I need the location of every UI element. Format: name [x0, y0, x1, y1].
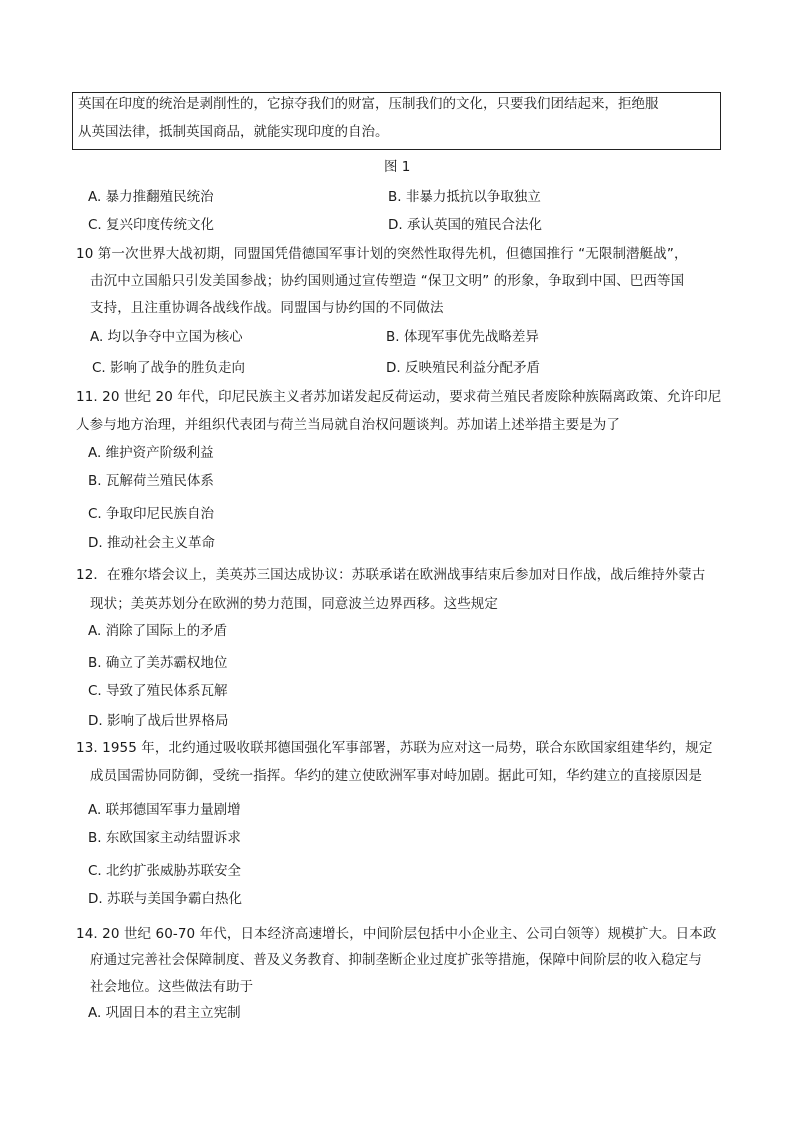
q9-option-b[interactable]: B. 非暴力抵抗以争取独立 [388, 189, 541, 205]
q10-option-a[interactable]: A. 均以争夺中立国为核心 [90, 329, 243, 345]
material-line-2: 从英国法律，抵制英国商品，就能实现印度的自治。 [78, 124, 389, 140]
figure-caption: 图 1 [384, 159, 411, 175]
q11-option-a[interactable]: A. 维护资产阶级利益 [88, 445, 214, 461]
q11-option-b[interactable]: B. 瓦解荷兰殖民体系 [88, 473, 214, 489]
q12-stem-line-1: 12．在雅尔塔会议上，美英苏三国达成协议：苏联承诺在欧洲战事结束后参加对日作战，战后维持外蒙古 [76, 567, 706, 583]
q10-option-d[interactable]: D. 反映殖民利益分配矛盾 [386, 360, 540, 376]
q11-stem-line-1: 11. 20 世纪 20 年代，印尼民族主义者苏加诺发起反荷运动，要求荷兰殖民者废除种族隔离政策、允许印尼 [76, 389, 722, 405]
material-line-1: 英国在印度的统治是剥削性的，它掠夺我们的财富，压制我们的文化，只要我们团结起来，拒绝服 [78, 96, 659, 112]
q14-stem-line-2: 府通过完善社会保障制度、普及义务教育、抑制垄断企业过度扩张等措施，保障中间阶层的收入稳定与 [90, 952, 702, 968]
q10-option-b[interactable]: B. 体现军事优先战略差异 [386, 329, 539, 345]
q9-option-d[interactable]: D. 承认英国的殖民合法化 [388, 217, 542, 233]
q10-option-c[interactable]: C. 影响了战争的胜负走向 [92, 360, 246, 376]
q13-option-b[interactable]: B. 东欧国家主动结盟诉求 [88, 830, 241, 846]
q12-option-c[interactable]: C. 导致了殖民体系瓦解 [88, 683, 228, 699]
q11-option-d[interactable]: D. 推动社会主义革命 [88, 535, 215, 551]
q13-stem-line-2: 成员国需协同防御，受统一指挥。华约的建立使欧洲军事对峙加剧。据此可知，华约建立的直接原因是 [90, 768, 702, 784]
q13-option-a[interactable]: A. 联邦德国军事力量剧增 [88, 802, 241, 818]
q11-option-c[interactable]: C. 争取印尼民族自治 [88, 506, 215, 522]
q9-option-c[interactable]: C. 复兴印度传统文化 [88, 217, 215, 233]
q14-option-a[interactable]: A. 巩固日本的君主立宪制 [88, 1005, 241, 1021]
q10-stem-line-2: 击沉中立国船只引发美国参战；协约国则通过宣传塑造 “保卫文明” 的形象，争取到中国、巴西等国 [90, 273, 685, 289]
q12-option-a[interactable]: A. 消除了国际上的矛盾 [88, 623, 228, 639]
q12-option-b[interactable]: B. 确立了美苏霸权地位 [88, 655, 228, 671]
q14-stem-line-3: 社会地位。这些做法有助于 [90, 979, 254, 995]
q13-option-c[interactable]: C. 北约扩张威胁苏联安全 [88, 863, 242, 879]
q13-option-d[interactable]: D. 苏联与美国争霸白热化 [88, 891, 242, 907]
q9-option-a[interactable]: A. 暴力推翻殖民统治 [88, 189, 214, 205]
q12-stem-line-2: 现状；美英苏划分在欧洲的势力范围，同意波兰边界西移。这些规定 [90, 596, 498, 612]
q11-stem-line-2: 人参与地方治理，并组织代表团与荷兰当局就自治权问题谈判。苏加诺上述举措主要是为了 [76, 417, 620, 433]
q12-option-d[interactable]: D. 影响了战后世界格局 [88, 713, 229, 729]
q10-stem-line-3: 支持，且注重协调各战线作战。同盟国与协约国的不同做法 [90, 300, 444, 316]
q10-stem-line-1: 10 第一次世界大战初期，同盟国凭借德国军事计划的突然性取得先机，但德国推行 “无限制潜艇战”， [76, 246, 688, 262]
q13-stem-line-1: 13. 1955 年，北约通过吸收联邦德国强化军事部署，苏联为应对这一局势，联合东欧国家组建华约，规定 [76, 740, 713, 756]
q14-stem-line-1: 14. 20 世纪 60-70 年代，日本经济高速增长，中间阶层包括中小企业主、公司白领等）规模扩大。日本政 [76, 926, 717, 942]
